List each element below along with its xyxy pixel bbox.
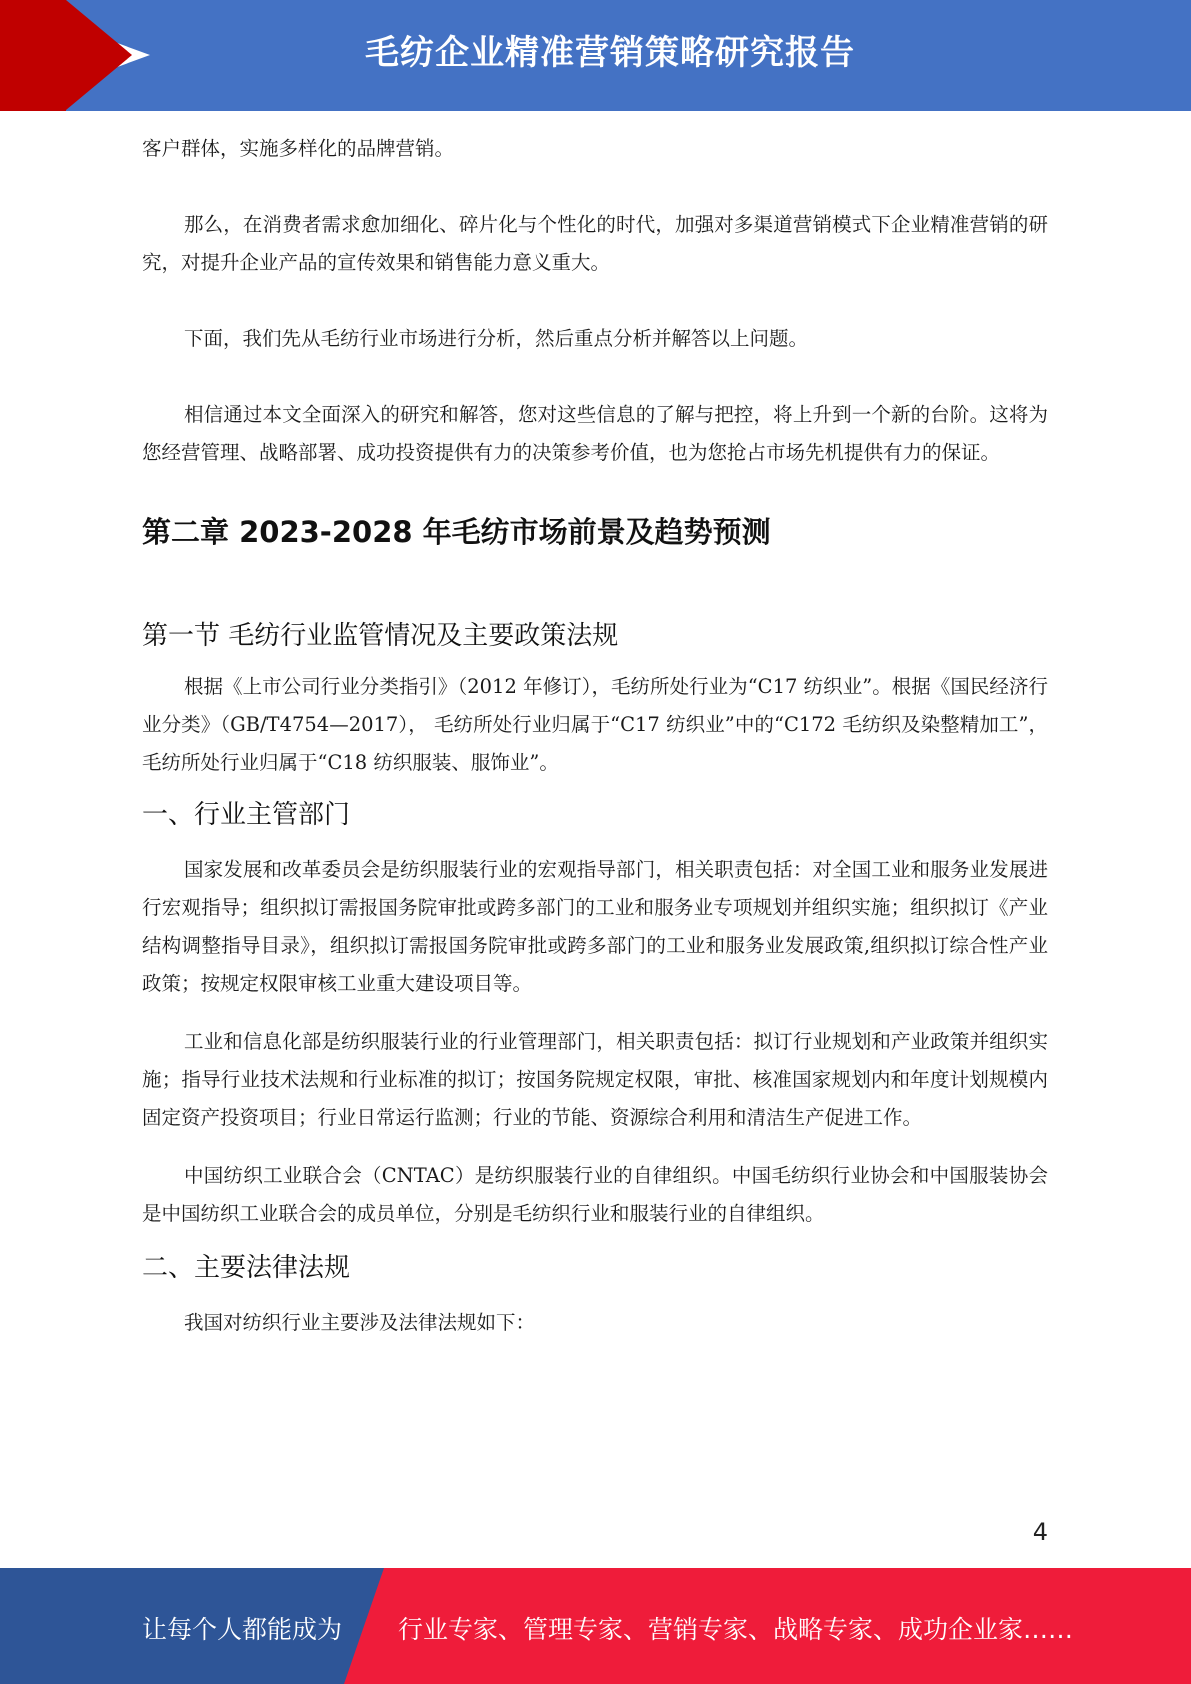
- section-title: 第一节 毛纺行业监管情况及主要政策法规: [142, 621, 619, 651]
- report-title: 毛纺企业精准营销策略研究报告: [365, 33, 855, 73]
- page-number: 4: [1032, 1518, 1048, 1546]
- paragraph: 我国对纺织行业主要涉及法律法规如下：: [184, 1311, 536, 1334]
- report-body: [142, 130, 1048, 1342]
- header-arrow-icon: [66, 0, 132, 110]
- footer-slogan-left: 让每个人都能成为: [142, 1615, 343, 1644]
- paragraph: 客户群体，实施多样化的品牌营销。: [142, 137, 455, 160]
- paragraph: 相信通过本文全面深入的研究和解答，您对这些信息的了解与把控，将上升到一个新的台阶。这将为您经营管理、战略部署、成功投资提供有力的决策参考价值，也为您抢占市场先机提供有力的保证。: [142, 403, 1048, 464]
- subsection-title: 一、行业主管部门: [142, 800, 351, 830]
- paragraph: 中国纺织工业联合会（CNTAC）是纺织服装行业的自律组织。中国毛纺织行业协会和中国服装协会是中国纺织工业联合会的成员单位，分别是毛纺织行业和服装行业的自律组织。: [142, 1164, 1048, 1225]
- paragraph: 下面，我们先从毛纺行业市场进行分析，然后重点分析并解答以上问题。: [184, 327, 809, 350]
- page-header: [0, 0, 1191, 111]
- header-red-block: [0, 0, 66, 111]
- paragraph: 国家发展和改革委员会是纺织服装行业的宏观指导部门，相关职责包括：对全国工业和服务业发展进行宏观指导；组织拟订需报国务院审批或跨多部门的工业和服务业专项规划并组织实施；组织拟订《产业结构调整指导目录》，组织拟订需报国务院审批或跨多部门的工业和服务业发展政策,组织拟订综合性产业政策；按规定权限审核工业重大建设项目等。: [142, 858, 1048, 995]
- footer-slogan-right: 行业专家、管理专家、营销专家、战略专家、成功企业家……: [398, 1615, 1074, 1644]
- paragraph: 根据《上市公司行业分类指引》（2012 年修订），毛纺所处行业为“C17 纺织业”。根据《国民经济行业分类》（GB/T4754—2017）， 毛纺所处行业归属于“C17 纺织业”中的“C172 毛纺织及染整精加工”，毛纺所处行业归属于“C18 纺织服装、服饰业”。: [142, 675, 1048, 774]
- paragraph: 那么，在消费者需求愈加细化、碎片化与个性化的时代，加强对多渠道营销模式下企业精准营销的研究，对提升企业产品的宣传效果和销售能力意义重大。: [142, 213, 1048, 274]
- chapter-title: 第二章 2023-2028 年毛纺市场前景及趋势预测: [142, 515, 771, 549]
- subsection-title: 二、主要法律法规: [142, 1253, 351, 1283]
- paragraph: 工业和信息化部是纺织服装行业的行业管理部门，相关职责包括：拟订行业规划和产业政策并组织实施；指导行业技术法规和行业标准的拟订；按国务院规定权限，审批、核准国家规划内和年度计划规模内固定资产投资项目；行业日常运行监测；行业的节能、资源综合利用和清洁生产促进工作。: [142, 1030, 1048, 1129]
- page-footer: [0, 1568, 1191, 1684]
